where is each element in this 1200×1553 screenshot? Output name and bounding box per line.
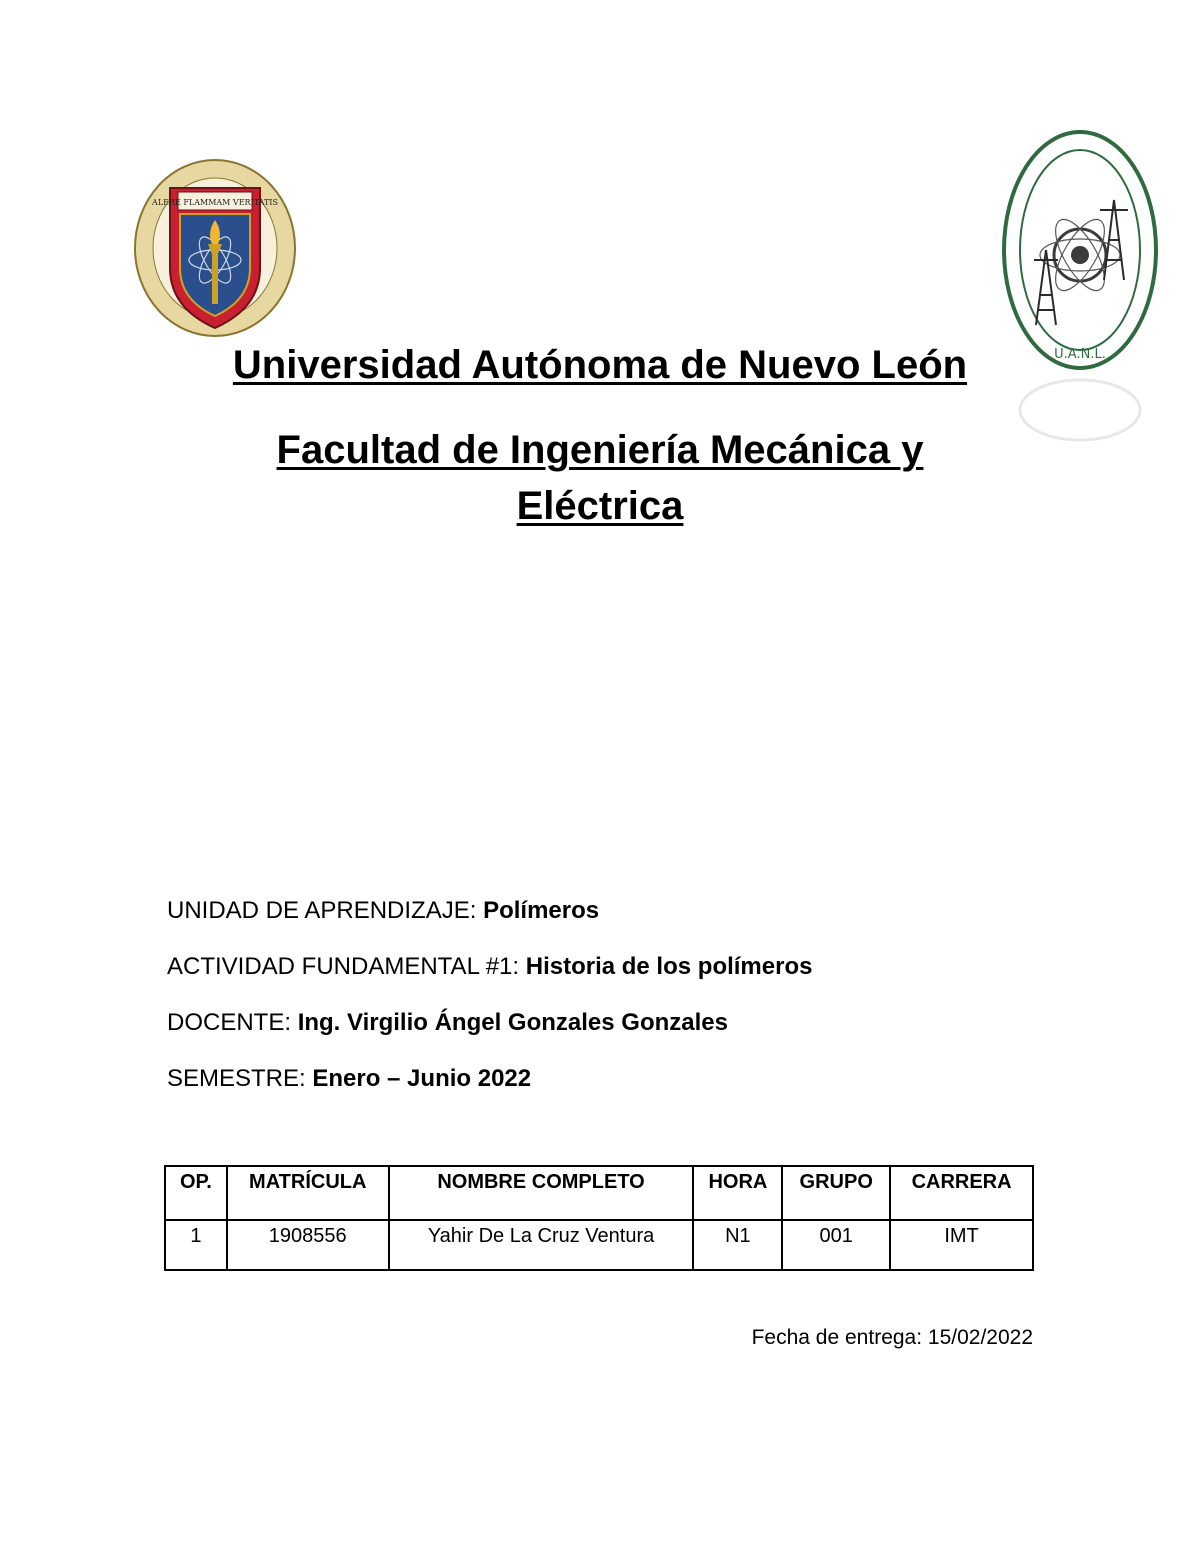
unidad-value: Polímeros [483, 897, 600, 924]
header-nombre: NOMBRE COMPLETO [389, 1166, 694, 1220]
uanl-motto-text: ALERE FLAMMAM VERITATIS [152, 198, 278, 207]
semestre-value: Enero – Junio 2022 [312, 1065, 532, 1092]
actividad-label: ACTIVIDAD FUNDAMENTAL #1: [167, 953, 526, 980]
header-carrera: CARRERA [890, 1166, 1033, 1220]
faculty-title [0, 422, 1200, 534]
faculty-title-line1: Facultad de Ingeniería Mecánica y [276, 428, 924, 472]
cell-matricula: 1908556 [227, 1220, 389, 1270]
semestre-line [167, 1065, 531, 1093]
cell-carrera: IMT [890, 1220, 1033, 1270]
table-header-row [165, 1166, 1033, 1220]
docente-line [167, 1009, 728, 1037]
unidad-label: UNIDAD DE APRENDIZAJE: [167, 897, 484, 924]
university-title: Universidad Autónoma de Nuevo León [232, 343, 968, 387]
header-hora: HORA [693, 1166, 782, 1220]
students-table [164, 1165, 1034, 1271]
fime-seal-bottom-text: U.A.N.L. [1054, 347, 1106, 362]
header-op: OP. [165, 1166, 227, 1220]
header-grupo: GRUPO [782, 1166, 890, 1220]
cell-hora: N1 [693, 1220, 782, 1270]
actividad-line [167, 953, 812, 981]
header-matricula: MATRÍCULA [227, 1166, 389, 1220]
faculty-title-line2: Eléctrica [516, 484, 684, 528]
unidad-line [167, 897, 599, 925]
cell-op: 1 [165, 1220, 227, 1270]
semestre-label: SEMESTRE: [167, 1065, 313, 1092]
cell-nombre: Yahir De La Cruz Ventura [389, 1220, 694, 1270]
fime-seal-logo-icon [1000, 130, 1160, 460]
docente-label: DOCENTE: [167, 1009, 298, 1036]
cell-grupo: 001 [782, 1220, 890, 1270]
uanl-shield-logo-icon [130, 158, 300, 358]
actividad-value: Historia de los polímeros [525, 953, 813, 980]
docente-value: Ing. Virgilio Ángel Gonzales Gonzales [297, 1009, 728, 1036]
fecha-entrega: Fecha de entrega: 15/02/2022 [751, 1326, 1033, 1349]
table-row [165, 1220, 1033, 1270]
